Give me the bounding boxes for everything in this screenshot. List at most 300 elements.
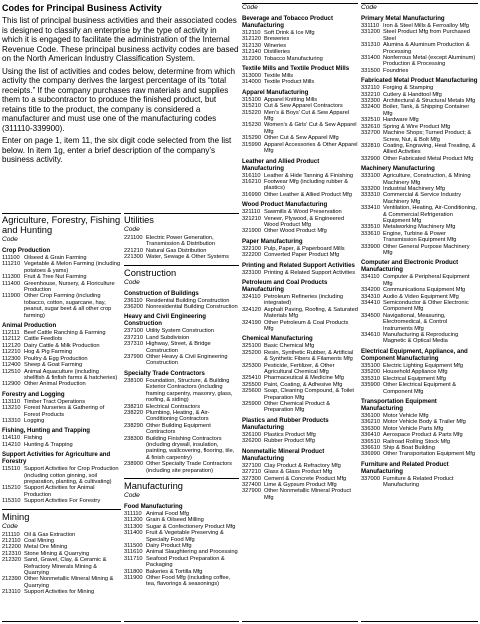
activity-description: Navigational, Measuring, Electromedical, & Control Instruments Mfg [383,312,448,332]
activity-code: 237210 [124,334,143,341]
activity-code: 112400 [2,362,21,369]
activity-description: Textile Mills [264,73,294,80]
activity-description: Natural Gas Distribution [146,247,207,254]
group-heading: Transportation Equipment Manufacturing [361,397,437,412]
activity-description: Other Heavy & Civil Engineering Construction [146,354,228,367]
code-entry [2,281,121,294]
activity-description: Asphalt Paving, Roofing, & Saturated Materials Mfg [264,306,358,320]
code-entry [361,244,478,257]
activity-description: Glass & Glass Product Mfg [264,469,333,476]
activity-description: Other Wood Product Mfg [264,228,327,235]
group-heading: Crop Production [2,247,51,254]
activity-description: Fruit & Tree Nut Farming [24,274,87,281]
activity-description: Wineries [264,42,287,49]
activity-description: Other Crop Farming (including tobacco, cotton, sugarcane, hay, peanut, sugar beet & all other crop farming) [24,293,112,319]
activity-code: 324190 [242,319,261,326]
activity-code: 327210 [242,469,261,476]
code-entry [242,388,358,401]
activity-description: Other Fabricated Metal Product Mfg [383,155,474,162]
activity-code: 336510 [361,438,380,445]
activity-code: 111400 [2,280,21,287]
group-heading: Wood Product Manufacturing [242,201,328,209]
activity-description: Other Chemical Product & Preparation Mfg [264,401,331,414]
activity-code: 322200 [242,252,261,259]
intro-section [2,3,239,213]
activity-description: Distilleries [264,49,290,56]
activity-description: Household Appliance Mfg [383,369,448,376]
activity-description: Pulp, Paper, & Paperboard Mills [264,245,345,252]
activity-code: 335100 [361,362,380,369]
activity-description: Land Subdivision [146,334,190,341]
activity-description: Fishing [24,435,43,442]
code-column-header: Code [242,4,258,11]
code-entry [2,418,121,424]
activity-code: 323100 [242,269,261,276]
activity-description: Other Nonmetallic Mineral Mining & Quarrying [24,576,114,589]
activity-code: 331110 [361,23,380,29]
activity-code: 237310 [124,341,143,348]
activity-code: 311110 [124,510,142,517]
group-heading: Paper Manufacturing [242,237,303,245]
activity-code: 221100 [124,235,143,241]
activity-code: 238900 [124,461,143,468]
section-title: Utilities [124,215,154,225]
column-2 [124,213,239,622]
activity-code: 325100 [242,343,261,350]
activity-code: 333100 [361,173,380,180]
activity-description: Motor Vehicle Parts Mfg [383,425,444,432]
activity-description: Paint, Coating, & Adhesive Mfg [264,381,343,388]
activity-code: 325600 [242,388,261,395]
activity-description: Footwear Mfg (including rubber & plastics) [264,178,349,192]
activity-description: Oil & Gas Extraction [24,531,76,538]
activity-code: 325410 [242,375,261,382]
activity-code: 311300 [124,523,143,530]
activity-description: Ship & Boat Building [383,444,435,451]
activity-code: 326100 [242,431,261,438]
activity-description: Audio & Video Equipment Mfg [383,293,459,300]
activity-description: Industrial Machinery Mfg [383,185,445,192]
group-heading: Printing and Related Support Activities [242,261,355,269]
code-entry [2,498,121,504]
group-heading: Plastics and Rubber Products Manufacturing [242,416,329,431]
code-entry [124,378,239,404]
code-entry [124,254,239,260]
activity-code: 333410 [361,205,380,212]
activity-description: Dairy Product Mfg [146,543,192,549]
activity-code: 111210 [2,261,21,268]
code-entry [361,231,478,244]
code-entry [124,341,239,354]
column-3 [242,3,358,622]
activity-description: Foundries [383,67,409,74]
activity-description: Electrical Contractors [146,403,201,410]
activity-code: 335900 [361,382,380,389]
code-entry [242,350,358,363]
activity-code: 316990 [242,191,261,198]
activity-description: Men’s & Boys’ Cut & Sew Apparel Mfg [264,109,350,123]
group-heading: Beverage and Tobacco Product Manufacturing [242,15,333,29]
activity-description: Metal Ore Mining [24,544,68,551]
activity-description: Sawmills & Wood Preservation [264,209,342,216]
activity-code: 332300 [361,98,380,105]
code-entry [242,79,358,85]
activity-code: 114110 [2,435,21,442]
activity-description: Other Transportation Equipment Mfg [383,451,475,458]
activity-description: Nonresidential Building Construction [146,304,238,311]
activity-code: 115210 [2,485,21,492]
code-entry [242,192,358,198]
activity-code: 316210 [242,178,261,185]
activity-code: 112210 [2,349,21,356]
activity-code: 333200 [361,185,380,192]
activity-code: 111300 [2,274,21,281]
activity-code: 212390 [2,576,21,583]
section-divider [124,478,239,479]
activity-code: 336100 [361,412,380,419]
activity-code: 237990 [124,354,143,361]
activity-description: Sugar & Confectionery Product Mfg [146,523,236,530]
activity-description: Animal Aquaculture (including shellfish & finfish farms & hatcheries) [24,368,118,381]
activity-code: 311200 [124,517,143,524]
group-heading: Food Manufacturing [124,502,183,510]
activity-code: 333510 [361,224,380,231]
section-title: Manufacturing [124,480,183,491]
activity-code: 333900 [361,243,380,250]
activity-description: Hardware Mfg [383,117,419,124]
activity-description: Rubber Product Mfg [264,438,315,445]
activity-description: Beef Cattle Ranching & Farming [24,330,106,337]
group-heading: Petroleum and Coal Products Manufacturing [242,278,328,293]
activity-description: Sand, Gravel, Clay, & Ceramic & Refractory Minerals Mining & Quarrying [24,557,107,577]
activity-description: Highway, Street, & Bridge Construction [146,341,211,354]
code-entry [2,576,121,589]
activity-description: Agriculture, Construction, & Mining Machinery Mfg [383,173,471,186]
activity-description: Electric Lighting Equipment Mfg [383,362,463,369]
activity-description: Printing & Related Support Activities [264,269,356,276]
activity-description: Steel Product Mfg from Purchased Steel [383,29,470,42]
activity-code: 238100 [124,377,143,384]
code-entry [2,405,121,418]
activity-code: 331310 [361,42,380,49]
activity-code: 316110 [242,172,261,179]
activity-description: Other General Purpose Machinery Mfg [383,243,470,256]
activity-description: Forest Nurseries & Gathering of Forest Products [24,405,105,418]
activity-description: Textile Product Mills [264,79,315,86]
activity-description: Bakeries & Tortilla Mfg [146,568,203,575]
activity-code: 332110 [361,85,380,92]
activity-description: Apparel Accessories & Other Apparel Mfg [264,141,358,155]
activity-code: 327100 [242,462,261,469]
activity-description: Ventilation, Heating, Air-Conditioning, & Commercial Refrigeration Equipment Mfg [383,205,477,224]
code-entry [242,56,358,62]
activity-code: 332900 [361,155,380,162]
activity-description: Other Building Equipment Contractors [146,422,211,436]
group-heading: Leather and Allied Product Manufacturing [242,157,320,172]
activity-description: Poultry & Egg Production [24,355,88,362]
activity-description: Women’s & Girls’ Cut & Sew Apparel Mfg [264,122,357,135]
group-heading: Heavy and Civil Engineering Construction [124,313,206,328]
activity-code: 334110 [361,274,380,281]
activity-description: Dairy Cattle & Milk Production [24,342,100,349]
code-entry [2,369,121,382]
activity-description: Other Leather & Allied Product Mfg [264,191,352,198]
activity-description: Cut & Sew Apparel Contractors [264,103,343,110]
activity-code: 322100 [242,245,261,252]
activity-description: Iron & Steel Mills & Ferroalloy Mfg [383,23,469,29]
activity-description: Boiler, Tank, & Shipping Container Mfg [383,104,470,117]
code-entry [361,274,478,287]
activity-description: Basic Chemical Mfg [264,343,315,350]
activity-description: Hog & Pig Farming [24,349,73,356]
code-column-header: Code [2,236,18,243]
code-entry [361,130,478,143]
activity-code: 236200 [124,304,143,311]
activity-description: Manufacturing & Reproducing Magnetic & Optical Media [383,332,459,345]
activity-code: 113110 [2,398,21,405]
activity-description: Railroad Rolling Stock Mfg [383,438,451,445]
section-title: Construction [124,267,177,278]
activity-description: Veneer, Plywood, & Engineered Wood Product Mfg [264,215,344,228]
activity-description: Support Activities for Crop Production (including cotton ginning, soil preparation, planting, & cultivating) [24,466,119,485]
activity-description: Furniture & Related Product Manufacturing [383,475,454,489]
activity-code: 213110 [2,589,21,596]
code-entry [2,442,121,448]
activity-code: 112300 [2,355,21,362]
code-entry [124,235,239,248]
activity-code: 325200 [242,349,261,356]
section-divider [2,509,121,510]
code-entry [242,294,358,307]
activity-description: Support Activities for Animal Production [24,485,95,498]
activity-description: Clay Product & Refractory Mfg [264,462,341,469]
column-4 [361,3,478,622]
activity-code: 325900 [242,401,261,408]
group-heading: Nonmetallic Mineral Product Manufacturing [242,447,325,462]
activity-description: Animal Food Mfg [146,510,189,517]
activity-code: 111900 [2,293,21,300]
code-column-header: Code [124,226,140,233]
activity-code: 115110 [2,466,21,473]
code-entry [361,156,478,162]
section-title: Agriculture, Forestry, Fishing and Hunting [2,215,121,235]
code-entry [124,556,239,569]
activity-description: Utility System Construction [146,328,214,335]
code-entry [361,300,478,313]
activity-code: 324120 [242,306,261,313]
code-entry [361,68,478,74]
activity-description: Machine Shops; Turned Product; & Screw, Nut, & Bolt Mfg [383,130,472,143]
section-divider [124,265,239,266]
code-entry [2,466,121,485]
activity-description: Logging [24,417,45,424]
activity-code: 112112 [2,336,21,343]
code-entry [2,557,121,576]
activity-code: 334500 [361,312,380,319]
activity-code: 327300 [242,475,261,482]
code-entry [361,476,478,489]
activity-description: Coating, Engraving, Heat Treating, & Allied Activities [383,142,476,156]
activity-description: Breweries [264,36,290,43]
group-heading: Electrical Equipment, Appliance, and Component Manufacturing [361,347,468,362]
activity-code: 212320 [2,557,21,564]
activity-description: Resin, Synthetic Rubber, & Artificial & Synthetic Fibers & Filaments Mfg [264,349,354,363]
code-entry [361,332,478,345]
activity-code: 334610 [361,332,380,339]
activity-description: Petroleum Refineries (including integrated) [264,293,344,307]
activity-description: Cement & Concrete Product Mfg [264,475,347,482]
activity-code: 113210 [2,405,21,412]
activity-code: 332400 [361,104,380,111]
activity-description: Greenhouse, Nursery, & Floriculture Production [24,280,115,294]
code-entry [242,438,358,444]
activity-description: Water, Sewage & Other Systems [146,254,229,261]
group-heading: Furniture and Related Product Manufacturing [361,460,449,475]
activity-code: 238290 [124,422,143,429]
activity-code: 115310 [2,498,21,505]
code-entry [361,29,478,42]
activity-description: Soft Drink & Ice Mfg [264,30,315,36]
activity-description: Architectural & Structural Metals Mfg [383,98,476,105]
code-entry [2,381,121,387]
activity-code: 325300 [242,362,261,369]
activity-code: 238300 [124,435,143,442]
group-heading: Textile Mills and Textile Product Mills [242,65,350,73]
activity-description: Other Petroleum & Coal Products Mfg [264,319,349,332]
activity-code: 112111 [2,330,20,337]
activity-description: Computer & Peripheral Equipment Mfg [383,274,470,287]
activity-description: Commercial & Service Industry Machinery Mfg [383,192,462,205]
activity-description: Animal Slaughtering and Processing [146,549,238,556]
activity-description: Vegetable & Melon Farming (including potatoes & yams) [24,261,121,274]
activity-code: 333310 [361,192,380,199]
activity-code: 114210 [2,441,21,448]
code-entry [242,110,358,123]
activity-code: 236110 [124,297,143,304]
activity-code: 312120 [242,36,261,43]
activity-description: Electric Power Generation, Transmission & Distribution [146,235,216,248]
activity-code: 327400 [242,481,261,488]
code-entry [2,261,121,274]
group-heading: Machinery Manufacturing [361,165,435,173]
code-column-header: Code [361,4,377,11]
activity-description: Tobacco Manufacturing [264,55,323,62]
activity-code: 311500 [124,543,143,549]
code-entry [242,363,358,376]
code-entry [124,354,239,367]
code-entry [124,304,239,310]
activity-code: 337000 [361,475,380,482]
code-entry [361,55,478,68]
activity-code: 336210 [361,419,380,426]
activity-code: 311900 [124,575,143,582]
activity-description: Grain & Oilseed Milling [146,517,204,524]
activity-code: 111100 [2,255,20,261]
activity-description: Hunting & Trapping [24,441,73,448]
activity-code: 327900 [242,488,261,495]
intro-paragraph-2: Using the list of activities and codes below, determine from which activity the company derives the largest percentage of its “total receipts.” If the company purchases raw materials and supplies them to a subcontractor to produce the finished product, but retains title to the product, the company is considered a manufacturer and must use one of the manufacturing codes (311110-339900). [2,66,236,133]
activity-code: 221300 [124,254,143,261]
activity-code: 112120 [2,342,21,349]
code-entry [361,205,478,224]
activity-code: 212310 [2,550,21,557]
activity-description: Engine, Turbine & Power Transmission Equipment Mfg [383,230,457,244]
group-heading: Fishing, Hunting and Trapping [2,427,91,435]
activity-code: 315100 [242,96,261,103]
code-entry [361,192,478,205]
activity-description: Other Electrical Equipment & Component Mfg [383,382,457,395]
activity-description: Sheep & Goat Farming [24,362,83,369]
code-column-header: Code [124,278,140,286]
activity-code: 336610 [361,444,380,451]
intro-paragraph-3: Enter on page 1, item 11, the six digit code selected from the list below. In item 1g, enter a brief description of the company’s business activity. [2,136,232,164]
code-entry [124,410,239,423]
activity-description: Coal Mining [24,538,55,544]
activity-code: 313000 [242,73,261,80]
activity-description: Motor Vehicle Body & Trailer Mfg [383,419,466,426]
activity-description: Support Activities for Mining [24,589,95,596]
code-entry [242,216,358,229]
activity-code: 336990 [361,451,380,458]
activity-code: 332510 [361,117,380,124]
code-entry [242,488,358,501]
activity-code: 332610 [361,123,380,130]
activity-description: Timber Tract Operations [24,398,86,405]
activity-code: 237100 [124,328,143,335]
code-entry [242,179,358,192]
code-entry [361,173,478,186]
activity-description: Other Specialty Trade Contractors (including site preparation) [146,461,232,474]
activity-code: 311710 [124,555,143,562]
code-entry [242,142,358,155]
activity-code: 321110 [242,209,261,216]
activity-code: 326200 [242,438,261,445]
group-heading: Construction of Buildings [124,289,199,297]
group-heading: Apparel Manufacturing [242,88,309,96]
activity-description: Fruit & Vegetable Preserving & Specialty Food Mfg [146,530,224,543]
activity-description: Forging & Stamping [383,85,434,92]
activity-code: 315220 [242,109,261,116]
activity-code: 212200 [2,544,21,551]
code-entry [361,104,478,117]
activity-description: Building Finishing Contractors (including drywall, insulation, painting, wallcovering, flooring, tile, & finish carpentry) [146,435,235,461]
activity-code: 331200 [361,29,380,36]
activity-description: Plumbing, Heating, & Air-Conditioning Contractors [146,409,210,423]
group-heading: Fabricated Metal Product Manufacturing [361,77,478,85]
activity-code: 336300 [361,425,380,432]
code-entry [361,42,478,55]
code-column-header: Code [2,522,18,530]
activity-description: Other Animal Production [24,381,86,388]
activity-code: 315230 [242,122,261,129]
code-entry [2,293,121,319]
group-heading: Forestry and Logging [2,390,65,398]
code-entry [242,228,358,234]
code-column-header: Code [124,491,140,499]
activity-description: Cattle Feedlots [24,336,63,343]
code-entry [242,270,358,276]
group-heading: Primary Metal Manufacturing [361,15,445,22]
activity-code: 332210 [361,91,380,98]
page-title: Codes for Principal Business Activity [2,3,162,13]
activity-description: Other Cut & Sew Apparel Mfg [264,135,339,142]
activity-description: Converted Paper Product Mfg [264,252,340,259]
activity-code: 325500 [242,381,261,388]
code-entry [124,423,239,436]
activity-description: Pharmaceutical & Medicine Mfg [264,375,344,382]
activity-description: Oilseed & Grain Farming [24,255,87,261]
activity-code: 335310 [361,375,380,382]
